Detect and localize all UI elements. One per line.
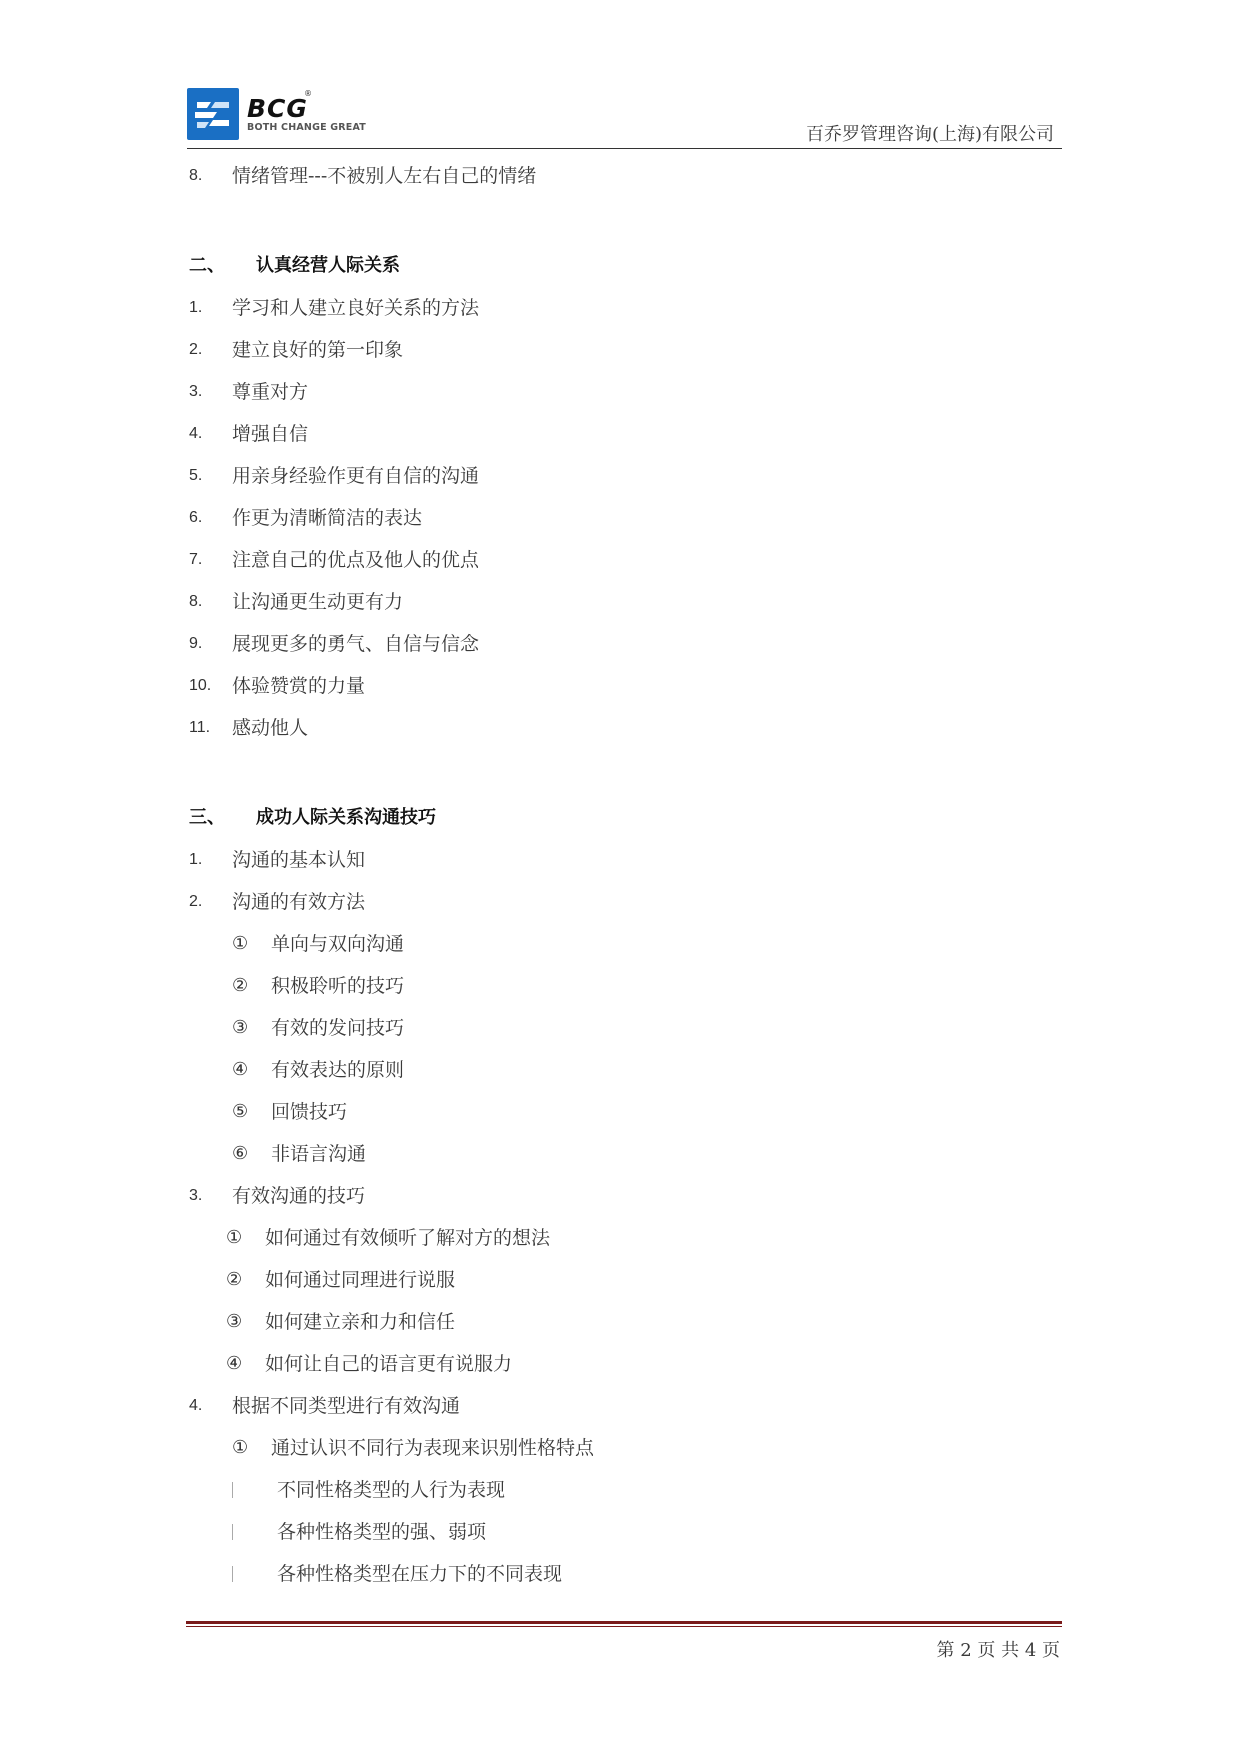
list-item-text: 根据不同类型进行有效沟通 <box>232 1395 461 1417</box>
sub-item-number: ② <box>226 1269 243 1290</box>
sub-item-text: 如何通过同理进行说服 <box>265 1269 456 1291</box>
list-item-number: 5. <box>189 467 203 484</box>
sub-item-number: ① <box>232 933 249 954</box>
list-item-number: 4. <box>189 425 203 442</box>
list-item-text: 沟通的有效方法 <box>232 891 366 913</box>
sub-item-text: 非语言沟通 <box>271 1143 367 1165</box>
section-3-number: 三、 <box>189 807 225 828</box>
list-item-text: 尊重对方 <box>232 381 309 403</box>
list-item-number: 8. <box>189 167 203 184</box>
list-item-number: 7. <box>189 551 203 568</box>
bullet-text: 各种性格类型在压力下的不同表现 <box>277 1563 563 1585</box>
list-item-number: 11. <box>189 719 211 736</box>
sub-item-text: 回馈技巧 <box>271 1101 348 1123</box>
sub-item-text: 积极聆听的技巧 <box>271 975 405 997</box>
list-item-text: 情绪管理---不被别人左右自己的情绪 <box>232 165 537 187</box>
list-item-number: 4. <box>189 1397 203 1414</box>
sub-item-text: 如何建立亲和力和信任 <box>265 1311 456 1333</box>
bcg-logo-icon <box>187 88 239 140</box>
sub-item-number: ③ <box>232 1017 249 1038</box>
logo-registered-mark: ® <box>304 89 312 98</box>
list-item-number: 3. <box>189 1187 203 1204</box>
sub-item-number: ④ <box>232 1059 249 1080</box>
sub-item-number: ① <box>226 1227 243 1248</box>
sub-item-number: ⑤ <box>232 1101 249 1122</box>
list-item-text: 建立良好的第一印象 <box>232 339 404 361</box>
company-name: 百乔罗管理咨询(上海)有限公司 <box>805 124 1054 145</box>
list-item-text: 沟通的基本认知 <box>232 849 366 871</box>
list-item-number: 2. <box>189 341 203 358</box>
list-item-number: 1. <box>189 851 203 868</box>
section-2-title: 认真经营人际关系 <box>256 255 400 276</box>
bullet-icon <box>232 1524 233 1540</box>
list-item-number: 10. <box>189 677 212 694</box>
list-item-text: 学习和人建立良好关系的方法 <box>232 297 480 319</box>
sub-item-number: ① <box>232 1437 249 1458</box>
list-item-text: 展现更多的勇气、自信与信念 <box>232 633 480 655</box>
sub-item-text: 通过认识不同行为表现来识别性格特点 <box>271 1437 595 1459</box>
list-item-number: 3. <box>189 383 203 400</box>
sub-item-number: ⑥ <box>232 1143 249 1164</box>
list-item-text: 让沟通更生动更有力 <box>232 591 404 613</box>
sub-item-number: ② <box>232 975 249 996</box>
sub-item-text: 有效表达的原则 <box>271 1059 405 1081</box>
page-number: 第 2 页 共 4 页 <box>936 1640 1060 1661</box>
list-item-text: 体验赞赏的力量 <box>232 675 366 697</box>
section-3-title: 成功人际关系沟通技巧 <box>256 807 436 828</box>
sub-item-number: ④ <box>226 1353 243 1374</box>
list-item-text: 作更为清晰简洁的表达 <box>232 507 423 529</box>
sub-item-text: 如何通过有效倾听了解对方的想法 <box>265 1227 551 1249</box>
sub-item-number: ③ <box>226 1311 243 1332</box>
list-item-text: 注意自己的优点及他人的优点 <box>232 549 480 571</box>
page-header <box>187 84 1062 149</box>
footer-rule <box>186 1621 1062 1624</box>
list-item-number: 6. <box>189 509 203 526</box>
sub-item-text: 有效的发问技巧 <box>271 1017 405 1039</box>
list-item-number: 2. <box>189 893 203 910</box>
sub-item-text: 单向与双向沟通 <box>271 933 405 955</box>
sub-item-text: 如何让自己的语言更有说服力 <box>265 1353 513 1375</box>
list-item-text: 用亲身经验作更有自信的沟通 <box>232 465 480 487</box>
footer-rule-thin <box>186 1626 1062 1627</box>
bullet-text: 各种性格类型的强、弱项 <box>277 1521 487 1543</box>
list-item-text: 增强自信 <box>232 423 309 445</box>
bullet-text: 不同性格类型的人行为表现 <box>277 1479 506 1501</box>
list-item-number: 9. <box>189 635 203 652</box>
logo-tagline: BOTH CHANGE GREAT <box>247 122 366 133</box>
list-item-number: 1. <box>189 299 203 316</box>
bullet-icon <box>232 1482 233 1498</box>
list-item-text: 感动他人 <box>232 717 309 739</box>
logo-text: BCG <box>247 94 308 123</box>
list-item-number: 8. <box>189 593 203 610</box>
bullet-icon <box>232 1566 233 1582</box>
section-2-number: 二、 <box>189 255 225 276</box>
list-item-text: 有效沟通的技巧 <box>232 1185 366 1207</box>
